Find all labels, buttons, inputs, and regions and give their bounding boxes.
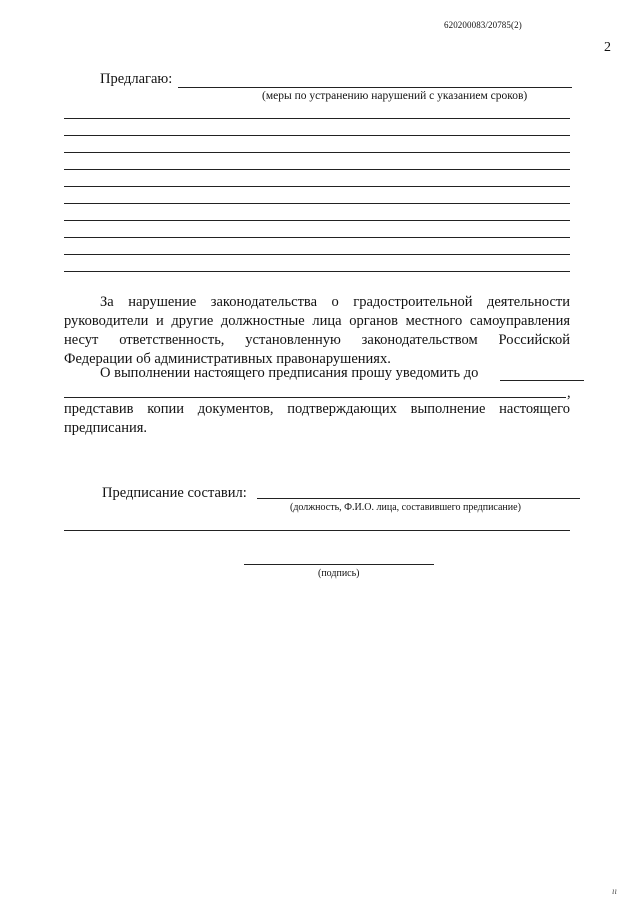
proposal-blank-line <box>64 118 570 119</box>
document-id: 620200083/20785(2) <box>444 20 522 30</box>
proposal-blank-line <box>64 237 570 238</box>
proposal-blank-line <box>64 169 570 170</box>
proposal-blank-line <box>64 152 570 153</box>
proposal-blank-line <box>64 271 570 272</box>
notify-date-line <box>500 380 584 381</box>
notify-label: О выполнении настоящего предписания прошу уведомить до <box>100 365 479 381</box>
proposal-blank-line <box>64 186 570 187</box>
composer-hint: (должность, Ф.И.О. лица, составившего предписание) <box>290 502 521 513</box>
page-number: 2 <box>604 40 611 55</box>
proposal-blank-line <box>64 203 570 204</box>
notify-second-line <box>64 397 566 398</box>
corner-mark: ıı <box>612 886 618 896</box>
signature-hint: (подпись) <box>318 568 360 579</box>
composer-second-line <box>64 530 570 531</box>
proposal-blank-line <box>64 254 570 255</box>
proposal-hint: (меры по устранению нарушений с указанием сроков) <box>262 90 528 102</box>
proposal-label: Предлагаю: <box>100 71 173 87</box>
composer-fill-line <box>257 498 580 499</box>
signature-line <box>244 564 434 565</box>
composer-label: Предписание составил: <box>102 485 247 501</box>
proposal-fill-line <box>178 87 572 88</box>
liability-paragraph: За нарушение законодательства о градостроительной деятельности руководители и другие должностные лица органов местного самоуправления несут ответственность, установленную законодательством Российской Федерации об административных правонарушениях. <box>64 294 570 367</box>
proposal-blank-line <box>64 135 570 136</box>
documents-paragraph: представив копии документов, подтверждающих выполнение настоящего предписания. <box>64 401 570 436</box>
proposal-blank-line <box>64 220 570 221</box>
notify-comma: , <box>567 385 571 401</box>
